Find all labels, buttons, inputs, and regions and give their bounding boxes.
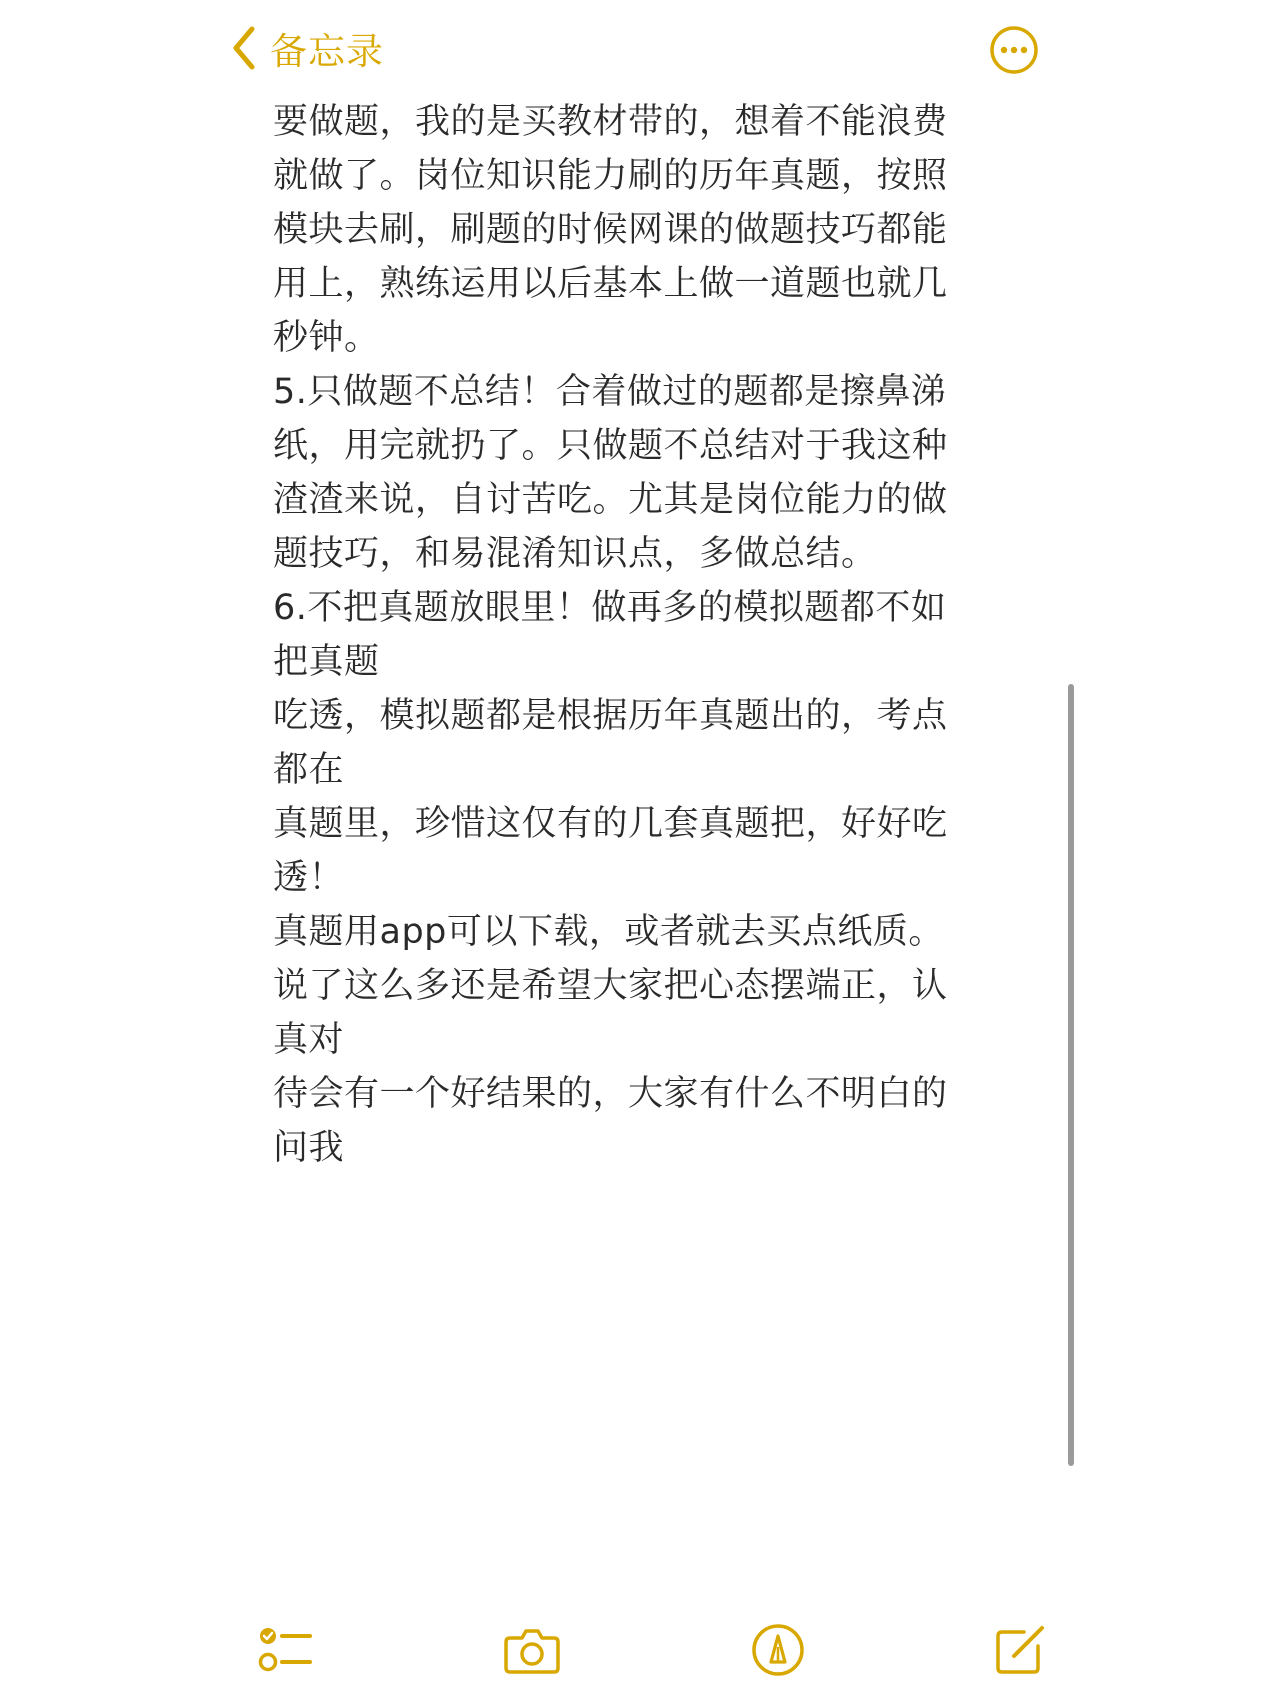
note-line: 真题用app可以下载，或者就去买点纸质。 xyxy=(273,912,944,952)
note-line: 问我 xyxy=(273,1128,345,1168)
ellipsis-circle-icon xyxy=(988,61,1040,80)
note-line: 透！ xyxy=(273,858,345,898)
checklist-button[interactable] xyxy=(256,1620,316,1680)
note-line: 真题里，珍惜这仅有的几套真题把，好好吃 xyxy=(273,804,948,844)
note-line: 吃透，模拟题都是根据历年真题出的，考点 xyxy=(273,696,948,736)
checklist-icon xyxy=(256,1665,316,1684)
markup-pen-icon xyxy=(748,1665,808,1684)
note-line: 说了这么多还是希望大家把心态摆端正，认 xyxy=(273,966,948,1006)
note-line: 真对 xyxy=(273,1020,345,1060)
note-line: 纸，用完就扔了。只做题不总结对于我这种 xyxy=(273,426,948,466)
note-line: 渣渣来说，自讨苦吃。尤其是岗位能力的做 xyxy=(273,480,948,520)
note-line: 就做了。岗位知识能力刷的历年真题，按照 xyxy=(273,156,948,196)
compose-button[interactable] xyxy=(990,1620,1050,1680)
note-line: 要做题，我的是买教材带的，想着不能浪费 xyxy=(273,102,948,142)
note-line: 都在 xyxy=(273,750,345,790)
note-line: 秒钟。 xyxy=(273,318,380,358)
note-line: 题技巧，和易混淆知识点，多做总结。 xyxy=(273,534,877,574)
note-line: 用上，熟练运用以后基本上做一道题也就几 xyxy=(273,264,948,304)
note-line: 待会有一个好结果的，大家有什么不明白的 xyxy=(273,1074,948,1114)
note-line: 6.不把真题放眼里！做再多的模拟题都不如 xyxy=(273,588,947,628)
markup-button[interactable] xyxy=(748,1620,808,1680)
note-line: 模块去刷，刷题的时候网课的做题技巧都能 xyxy=(273,210,948,250)
compose-icon xyxy=(990,1665,1050,1684)
camera-icon xyxy=(502,1665,562,1684)
note-line: 把真题 xyxy=(273,642,380,682)
note-body[interactable] xyxy=(273,95,1013,1175)
scroll-indicator[interactable] xyxy=(1068,684,1074,1466)
note-line: 5.只做题不总结！合着做过的题都是擦鼻涕 xyxy=(273,372,947,412)
navigation-bar xyxy=(0,0,1280,100)
more-button[interactable] xyxy=(988,24,1040,76)
back-label: 备忘录 xyxy=(270,30,384,73)
camera-button[interactable] xyxy=(502,1620,562,1680)
chevron-left-icon xyxy=(232,26,256,70)
back-button[interactable] xyxy=(232,20,384,76)
